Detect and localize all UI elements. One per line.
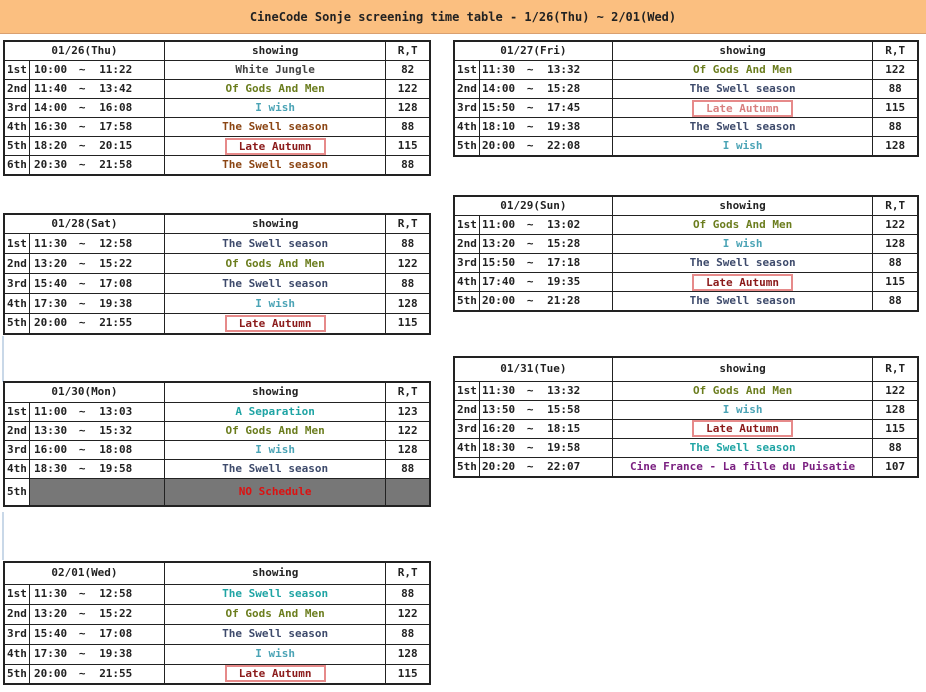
screening-row: [454, 438, 918, 457]
time-separator: ~: [519, 254, 541, 273]
runtime-value: 128: [386, 294, 430, 314]
runtime-value: 115: [873, 273, 918, 292]
screening-row: [454, 273, 918, 292]
end-time: 19:38: [541, 118, 612, 137]
time-separator: ~: [519, 216, 541, 235]
time-separator: ~: [519, 292, 541, 312]
screening-order: 3rd: [454, 254, 479, 273]
movie-title: I wish: [164, 644, 385, 664]
screening-row: [4, 99, 430, 118]
runtime-value: 88: [873, 438, 918, 457]
screening-row: [4, 604, 430, 624]
runtime-value: 88: [386, 234, 430, 254]
runtime-value: 128: [386, 644, 430, 664]
screening-row: [4, 80, 430, 99]
start-time: 14:00: [479, 80, 519, 99]
screening-row: [454, 381, 918, 400]
end-time: 19:38: [93, 294, 164, 314]
movie-title: I wish: [612, 137, 873, 157]
start-time: 11:00: [29, 402, 71, 421]
highlight-box: Late Autumn: [225, 138, 326, 155]
start-time: 11:30: [479, 381, 519, 400]
screening-row: [454, 61, 918, 80]
end-time: 18:15: [541, 419, 612, 438]
movie-title: [612, 419, 873, 438]
screening-row: [454, 235, 918, 254]
schedule-table-day-5: [3, 381, 431, 507]
screening-order: 4th: [4, 294, 29, 314]
movie-title: NO Schedule: [164, 478, 385, 506]
screening-order: 2nd: [4, 421, 29, 440]
end-time: 13:02: [541, 216, 612, 235]
start-time: 11:30: [29, 584, 71, 604]
date-header: 01/28(Sat): [4, 214, 164, 234]
start-time: 16:20: [479, 419, 519, 438]
screening-row: [4, 478, 430, 506]
screening-row: [4, 118, 430, 137]
end-time: 19:58: [541, 438, 612, 457]
date-header: 01/26(Thu): [4, 41, 164, 61]
screening-order: 2nd: [4, 80, 29, 99]
start-time: 16:00: [29, 440, 71, 459]
time-separator: ~: [71, 274, 93, 294]
start-time: 20:20: [479, 457, 519, 477]
end-time: 17:45: [541, 99, 612, 118]
screening-row: [4, 459, 430, 478]
runtime-value: 115: [873, 419, 918, 438]
time-separator: ~: [519, 381, 541, 400]
screening-order: 4th: [454, 273, 479, 292]
runtime-value: 88: [873, 118, 918, 137]
screening-order: 3rd: [4, 274, 29, 294]
runtime-value: 88: [386, 459, 430, 478]
runtime-value: 115: [386, 664, 430, 684]
screening-order: 3rd: [4, 440, 29, 459]
schedule-table-day-7: [3, 561, 431, 685]
runtime-value: 123: [386, 402, 430, 421]
end-time: 21:58: [93, 156, 164, 176]
end-time: 15:28: [541, 80, 612, 99]
screening-row: [454, 118, 918, 137]
start-time: 13:20: [29, 254, 71, 274]
time-separator: ~: [519, 99, 541, 118]
screening-row: [454, 400, 918, 419]
screening-order: 2nd: [454, 235, 479, 254]
runtime-value: 122: [873, 381, 918, 400]
screening-order: 1st: [4, 584, 29, 604]
movie-title: [164, 664, 385, 684]
runtime-header: R,T: [873, 357, 918, 381]
movie-title: [612, 99, 873, 118]
start-time: 11:40: [29, 80, 71, 99]
time-separator: ~: [71, 664, 93, 684]
screening-row: [4, 61, 430, 80]
divider-line: [2, 512, 4, 560]
start-time: 11:00: [479, 216, 519, 235]
movie-title: The Swell season: [164, 156, 385, 176]
start-time: 17:30: [29, 294, 71, 314]
screening-order: 6th: [4, 156, 29, 176]
showing-header: showing: [164, 382, 385, 402]
screening-order: 4th: [454, 438, 479, 457]
end-time: 13:03: [93, 402, 164, 421]
movie-title: Of Gods And Men: [164, 80, 385, 99]
time-separator: ~: [71, 118, 93, 137]
showing-header: showing: [612, 196, 873, 216]
time-separator: ~: [71, 624, 93, 644]
time-separator: ~: [71, 421, 93, 440]
time-separator: ~: [71, 402, 93, 421]
runtime-value: 115: [873, 99, 918, 118]
runtime-header: R,T: [386, 562, 430, 584]
time-separator: ~: [71, 80, 93, 99]
start-time: 15:40: [29, 274, 71, 294]
runtime-header: R,T: [386, 41, 430, 61]
movie-title: I wish: [164, 440, 385, 459]
end-time: 15:22: [93, 604, 164, 624]
movie-title: I wish: [612, 235, 873, 254]
time-separator: ~: [71, 644, 93, 664]
runtime-value: 88: [873, 292, 918, 312]
time-separator: ~: [71, 61, 93, 80]
movie-title: [164, 314, 385, 334]
movie-title: The Swell season: [612, 80, 873, 99]
showing-header: showing: [612, 41, 873, 61]
screening-row: [4, 314, 430, 334]
end-time: 13:42: [93, 80, 164, 99]
runtime-value: 107: [873, 457, 918, 477]
end-time: 21:55: [93, 664, 164, 684]
screening-order: 5th: [4, 478, 29, 506]
screening-order: 1st: [4, 402, 29, 421]
screening-order: 3rd: [454, 99, 479, 118]
time-separator: ~: [519, 118, 541, 137]
schedule-table-day-3: [3, 213, 431, 335]
movie-title: The Swell season: [612, 254, 873, 273]
time-separator: ~: [71, 137, 93, 156]
start-time: 18:20: [29, 137, 71, 156]
date-header: 01/31(Tue): [454, 357, 612, 381]
date-header: 01/27(Fri): [454, 41, 612, 61]
end-time: 17:08: [93, 624, 164, 644]
time-separator: ~: [71, 156, 93, 176]
runtime-header: R,T: [386, 214, 430, 234]
screening-order: 1st: [454, 61, 479, 80]
movie-title: The Swell season: [612, 118, 873, 137]
runtime-value: 88: [386, 274, 430, 294]
start-time: 20:00: [479, 137, 519, 157]
end-time: 15:28: [541, 235, 612, 254]
time-separator: ~: [519, 235, 541, 254]
start-time: 13:20: [29, 604, 71, 624]
movie-title: The Swell season: [164, 584, 385, 604]
time-separator: ~: [519, 80, 541, 99]
runtime-value: 115: [386, 314, 430, 334]
screening-row: [454, 254, 918, 273]
screening-row: [4, 440, 430, 459]
screening-row: [4, 274, 430, 294]
movie-title: Of Gods And Men: [164, 421, 385, 440]
time-separator: ~: [71, 314, 93, 334]
time-separator: ~: [71, 294, 93, 314]
screening-row: [4, 137, 430, 156]
runtime-header: R,T: [873, 41, 918, 61]
screening-order: 2nd: [4, 254, 29, 274]
time-separator: ~: [71, 440, 93, 459]
runtime-value: 115: [386, 137, 430, 156]
runtime-value: 82: [386, 61, 430, 80]
time-separator: ~: [71, 254, 93, 274]
end-time: 19:38: [93, 644, 164, 664]
runtime-value: 122: [386, 421, 430, 440]
movie-title: [612, 273, 873, 292]
movie-title: The Swell season: [164, 118, 385, 137]
screening-order: 3rd: [4, 624, 29, 644]
screening-order: 2nd: [4, 604, 29, 624]
start-time: 20:30: [29, 156, 71, 176]
time-separator: ~: [519, 61, 541, 80]
start-time: 17:30: [29, 644, 71, 664]
start-time: 11:30: [479, 61, 519, 80]
movie-title: Of Gods And Men: [612, 61, 873, 80]
screening-row: [4, 234, 430, 254]
movie-title: The Swell season: [164, 459, 385, 478]
movie-title: Of Gods And Men: [164, 254, 385, 274]
screening-order: 5th: [454, 292, 479, 312]
movie-title: Of Gods And Men: [164, 604, 385, 624]
runtime-header: R,T: [873, 196, 918, 216]
runtime-value: 122: [386, 254, 430, 274]
end-time: 21:55: [93, 314, 164, 334]
runtime-value: 88: [386, 156, 430, 176]
start-time: 15:40: [29, 624, 71, 644]
movie-title: Cine France - La fille du Puisatie: [612, 457, 873, 477]
time-separator: ~: [519, 419, 541, 438]
end-time: 19:58: [93, 459, 164, 478]
showing-header: showing: [164, 214, 385, 234]
movie-title: Of Gods And Men: [612, 216, 873, 235]
end-time: 15:22: [93, 254, 164, 274]
runtime-value: 88: [386, 624, 430, 644]
screening-row: [454, 457, 918, 477]
runtime-header: R,T: [386, 382, 430, 402]
highlight-box: Late Autumn: [692, 100, 793, 117]
showing-header: showing: [612, 357, 873, 381]
runtime-value: 122: [386, 80, 430, 99]
end-time: 16:08: [93, 99, 164, 118]
screening-order: 2nd: [454, 400, 479, 419]
runtime-value: 128: [386, 440, 430, 459]
time-separator: ~: [71, 604, 93, 624]
time-separator: ~: [519, 137, 541, 157]
start-time: 13:20: [479, 235, 519, 254]
screening-row: [4, 584, 430, 604]
runtime-value: 88: [873, 254, 918, 273]
end-time: 13:32: [541, 381, 612, 400]
screening-order: 3rd: [454, 419, 479, 438]
start-time: 16:30: [29, 118, 71, 137]
start-time: 18:30: [479, 438, 519, 457]
end-time: 20:15: [93, 137, 164, 156]
screening-order: 1st: [4, 234, 29, 254]
start-time: 18:30: [29, 459, 71, 478]
screening-row: [4, 254, 430, 274]
runtime-value: 122: [873, 216, 918, 235]
start-time: 11:30: [29, 234, 71, 254]
time-separator: ~: [519, 400, 541, 419]
start-time: 15:50: [479, 99, 519, 118]
runtime-value: [386, 478, 430, 506]
runtime-value: 88: [386, 584, 430, 604]
runtime-value: 128: [386, 99, 430, 118]
highlight-box: Late Autumn: [225, 665, 326, 682]
start-time: 13:50: [479, 400, 519, 419]
highlight-box: Late Autumn: [692, 420, 793, 437]
screening-order: 5th: [4, 314, 29, 334]
screening-row: [454, 80, 918, 99]
highlight-box: Late Autumn: [692, 274, 793, 291]
date-header: 02/01(Wed): [4, 562, 164, 584]
movie-title: I wish: [612, 400, 873, 419]
movie-title: The Swell season: [612, 438, 873, 457]
movie-title: [164, 137, 385, 156]
screening-order: 3rd: [4, 99, 29, 118]
screening-row: [454, 137, 918, 157]
start-time: 10:00: [29, 61, 71, 80]
time-separator: ~: [519, 457, 541, 477]
screening-row: [4, 402, 430, 421]
movie-title: The Swell season: [164, 274, 385, 294]
start-time: 18:10: [479, 118, 519, 137]
runtime-value: 128: [873, 137, 918, 157]
schedule-title: CineCode Sonje screening time table - 1/26(Thu) ~ 2/01(Wed): [0, 0, 926, 34]
screening-row: [4, 644, 430, 664]
start-time: 13:30: [29, 421, 71, 440]
runtime-value: 122: [386, 604, 430, 624]
screening-order: 5th: [4, 137, 29, 156]
screening-row: [454, 99, 918, 118]
start-time: 14:00: [29, 99, 71, 118]
end-time: 15:58: [541, 400, 612, 419]
screening-order: 1st: [454, 381, 479, 400]
movie-title: The Swell season: [164, 624, 385, 644]
start-time: 20:00: [479, 292, 519, 312]
movie-title: The Swell season: [612, 292, 873, 312]
time-separator: ~: [71, 584, 93, 604]
end-time: 22:07: [541, 457, 612, 477]
screening-row: [4, 664, 430, 684]
screening-order: 4th: [4, 118, 29, 137]
date-header: 01/29(Sun): [454, 196, 612, 216]
runtime-value: 122: [873, 61, 918, 80]
screening-order: 4th: [4, 459, 29, 478]
end-time: 13:32: [541, 61, 612, 80]
schedule-table-day-2: [453, 40, 919, 157]
showing-header: showing: [164, 562, 385, 584]
screening-order: 4th: [4, 644, 29, 664]
screening-order: 5th: [4, 664, 29, 684]
empty-time-cell: [29, 478, 164, 506]
end-time: 12:58: [93, 584, 164, 604]
screening-order: 4th: [454, 118, 479, 137]
runtime-value: 128: [873, 235, 918, 254]
start-time: 15:50: [479, 254, 519, 273]
movie-title: A Separation: [164, 402, 385, 421]
date-header: 01/30(Mon): [4, 382, 164, 402]
schedule-table-day-6: [453, 356, 919, 478]
start-time: 17:40: [479, 273, 519, 292]
end-time: 21:28: [541, 292, 612, 312]
divider-line: [2, 336, 4, 382]
screening-row: [454, 216, 918, 235]
movie-title: I wish: [164, 99, 385, 118]
time-separator: ~: [71, 99, 93, 118]
end-time: 12:58: [93, 234, 164, 254]
screening-order: 1st: [454, 216, 479, 235]
movie-title: Of Gods And Men: [612, 381, 873, 400]
movie-title: I wish: [164, 294, 385, 314]
highlight-box: Late Autumn: [225, 315, 326, 332]
movie-title: White Jungle: [164, 61, 385, 80]
end-time: 15:32: [93, 421, 164, 440]
end-time: 17:58: [93, 118, 164, 137]
time-separator: ~: [519, 438, 541, 457]
screening-order: 5th: [454, 137, 479, 157]
screening-row: [4, 294, 430, 314]
screening-order: 5th: [454, 457, 479, 477]
end-time: 17:18: [541, 254, 612, 273]
end-time: 22:08: [541, 137, 612, 157]
screening-row: [454, 419, 918, 438]
screening-order: 2nd: [454, 80, 479, 99]
time-separator: ~: [71, 459, 93, 478]
screening-row: [4, 156, 430, 176]
runtime-value: 88: [386, 118, 430, 137]
screening-row: [454, 292, 918, 312]
screening-order: 1st: [4, 61, 29, 80]
schedule-table-day-1: [3, 40, 431, 176]
movie-title: The Swell season: [164, 234, 385, 254]
schedule-table-day-4: [453, 195, 919, 312]
runtime-value: 88: [873, 80, 918, 99]
screening-row: [4, 421, 430, 440]
time-separator: ~: [71, 234, 93, 254]
end-time: 11:22: [93, 61, 164, 80]
showing-header: showing: [164, 41, 385, 61]
end-time: 18:08: [93, 440, 164, 459]
start-time: 20:00: [29, 664, 71, 684]
start-time: 20:00: [29, 314, 71, 334]
end-time: 17:08: [93, 274, 164, 294]
time-separator: ~: [519, 273, 541, 292]
screening-row: [4, 624, 430, 644]
end-time: 19:35: [541, 273, 612, 292]
runtime-value: 128: [873, 400, 918, 419]
